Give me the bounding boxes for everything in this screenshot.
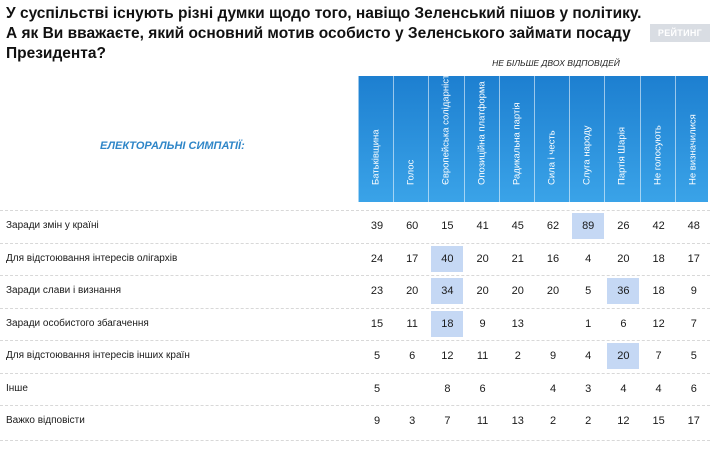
table-cell: 23 [370, 285, 384, 297]
column-header [534, 76, 569, 202]
table-cell: 7 [690, 317, 697, 330]
row-label: Для відстоювання інтересів олігархів [6, 252, 178, 264]
column-header [499, 76, 534, 202]
table-cell: 4 [655, 382, 662, 395]
table-cell: 5 [373, 350, 381, 362]
table-cell: 17 [406, 252, 419, 265]
table-cell: 21 [511, 252, 524, 265]
table-cell: 15 [370, 317, 384, 330]
table-cell: 36 [607, 278, 639, 304]
column-header-label: Голос [405, 159, 417, 185]
table-cell: 62 [546, 220, 560, 232]
table-cell: 20 [607, 343, 639, 369]
table-cell: 34 [431, 278, 463, 304]
table-cell: 18 [431, 311, 463, 337]
row-label: Заради особистого збагачення [6, 317, 149, 329]
table-cell: 20 [476, 285, 489, 297]
table-cell: 18 [652, 285, 665, 297]
table-cell: 18 [652, 252, 665, 265]
table-cell: 60 [406, 220, 419, 232]
table-cell: 3 [409, 415, 416, 427]
table-cell: 3 [585, 382, 592, 395]
column-header [393, 76, 428, 202]
table-cell: 12 [652, 317, 665, 330]
column-header [464, 76, 499, 202]
chart-title: У суспільстві існують різні думки щодо того, навіщо Зеленський пішов у політику. А як Ви вважаєте, який основний мотив особисто у Зеленського займати посаду Президента? [6, 5, 642, 62]
column-header-label: Не визначилися [687, 114, 699, 185]
table-cell: 11 [476, 415, 489, 427]
table-cell: 6 [409, 350, 416, 362]
table-row [0, 340, 710, 371]
table-row [0, 405, 710, 436]
column-header-label: Слуга народу [581, 125, 593, 185]
table-cell: 9 [373, 415, 381, 427]
row-label: Інше [6, 382, 28, 394]
table-cell: 2 [585, 415, 592, 427]
table-cell: 26 [617, 220, 630, 232]
table-cell: 4 [549, 382, 557, 395]
table-cell: 9 [549, 350, 557, 362]
column-header [604, 76, 639, 202]
brand-logo: РЕЙТИНГ [650, 24, 710, 42]
column-header-label: Партія Шарія [616, 127, 628, 185]
column-header [428, 69, 463, 202]
row-label: Важко відповісти [6, 415, 85, 426]
table-cell: 39 [370, 220, 384, 232]
table-cell: 7 [655, 350, 662, 362]
table-cell: 41 [476, 220, 489, 232]
table-row [0, 210, 710, 241]
table-cell: 2 [549, 415, 557, 427]
table-cell: 6 [690, 382, 697, 395]
table-cell: 20 [511, 285, 524, 297]
table-cell: 7 [444, 415, 451, 427]
table-cell: 1 [585, 317, 592, 330]
table-cell: 20 [617, 252, 630, 265]
column-header [569, 76, 604, 202]
column-header [358, 76, 393, 202]
table-cell: 2 [514, 350, 521, 362]
table-cell: 5 [373, 382, 381, 395]
table-cell: 20 [406, 285, 419, 297]
column-header-label: Батьківщина [370, 129, 382, 185]
table-cell: 9 [479, 317, 486, 330]
answer-note: НЕ БІЛЬШЕ ДВОХ ВІДПОВІДЕЙ [492, 58, 620, 68]
table-cell: 6 [479, 382, 486, 395]
table-cell [396, 374, 428, 404]
table-cell: 4 [620, 382, 627, 395]
table-cell [537, 309, 569, 339]
table-cell [502, 374, 534, 404]
table-cell: 42 [652, 220, 665, 232]
table-cell: 89 [572, 213, 604, 239]
table-cell: 16 [546, 252, 560, 265]
table-cell: 20 [476, 252, 489, 265]
table-cell: 11 [476, 350, 489, 362]
table-cell: 12 [441, 350, 454, 362]
column-header-label: Радикальна партія [511, 102, 523, 185]
table-cell: 13 [511, 415, 524, 427]
table-cell: 12 [617, 415, 630, 427]
table-cell: 20 [546, 285, 560, 297]
column-header [675, 76, 710, 202]
table-cell: 15 [652, 415, 665, 427]
row-label: Заради слави і визнання [6, 285, 122, 296]
column-header-label: Сила і честь [546, 130, 558, 185]
table-cell: 45 [511, 220, 524, 232]
table-cell: 5 [585, 285, 592, 297]
table-cell: 17 [687, 252, 700, 265]
table-row [0, 275, 710, 306]
table-cell: 4 [585, 350, 592, 362]
column-header [640, 76, 675, 202]
table-cell: 40 [431, 246, 463, 272]
row-label: Для відстоювання інтересів інших країн [6, 350, 190, 361]
table-cell: 24 [370, 252, 384, 265]
table-cell: 13 [511, 317, 524, 330]
table-cell: 48 [687, 220, 700, 232]
row-label: Заради змін у країні [6, 220, 99, 231]
column-header-label: Опозиційна платформа [476, 81, 488, 185]
column-header-label: Не голосують [652, 125, 664, 185]
table-bottom-divider [0, 440, 710, 441]
table-row [0, 373, 710, 404]
table-cell: 9 [690, 285, 697, 297]
table-cell: 11 [406, 317, 418, 330]
table-cell: 6 [620, 317, 627, 330]
table-cell: 5 [690, 350, 697, 362]
table-cell: 17 [687, 415, 700, 427]
table-cell: 4 [585, 252, 592, 265]
table-row [0, 308, 710, 339]
table-row [0, 243, 710, 274]
sympathy-label: ЕЛЕКТОРАЛЬНІ СИМПАТІЇ: [100, 140, 245, 152]
table-cell: 15 [441, 220, 454, 232]
column-header-label: Європейська солідарність [440, 69, 452, 185]
table-cell: 8 [444, 382, 451, 395]
